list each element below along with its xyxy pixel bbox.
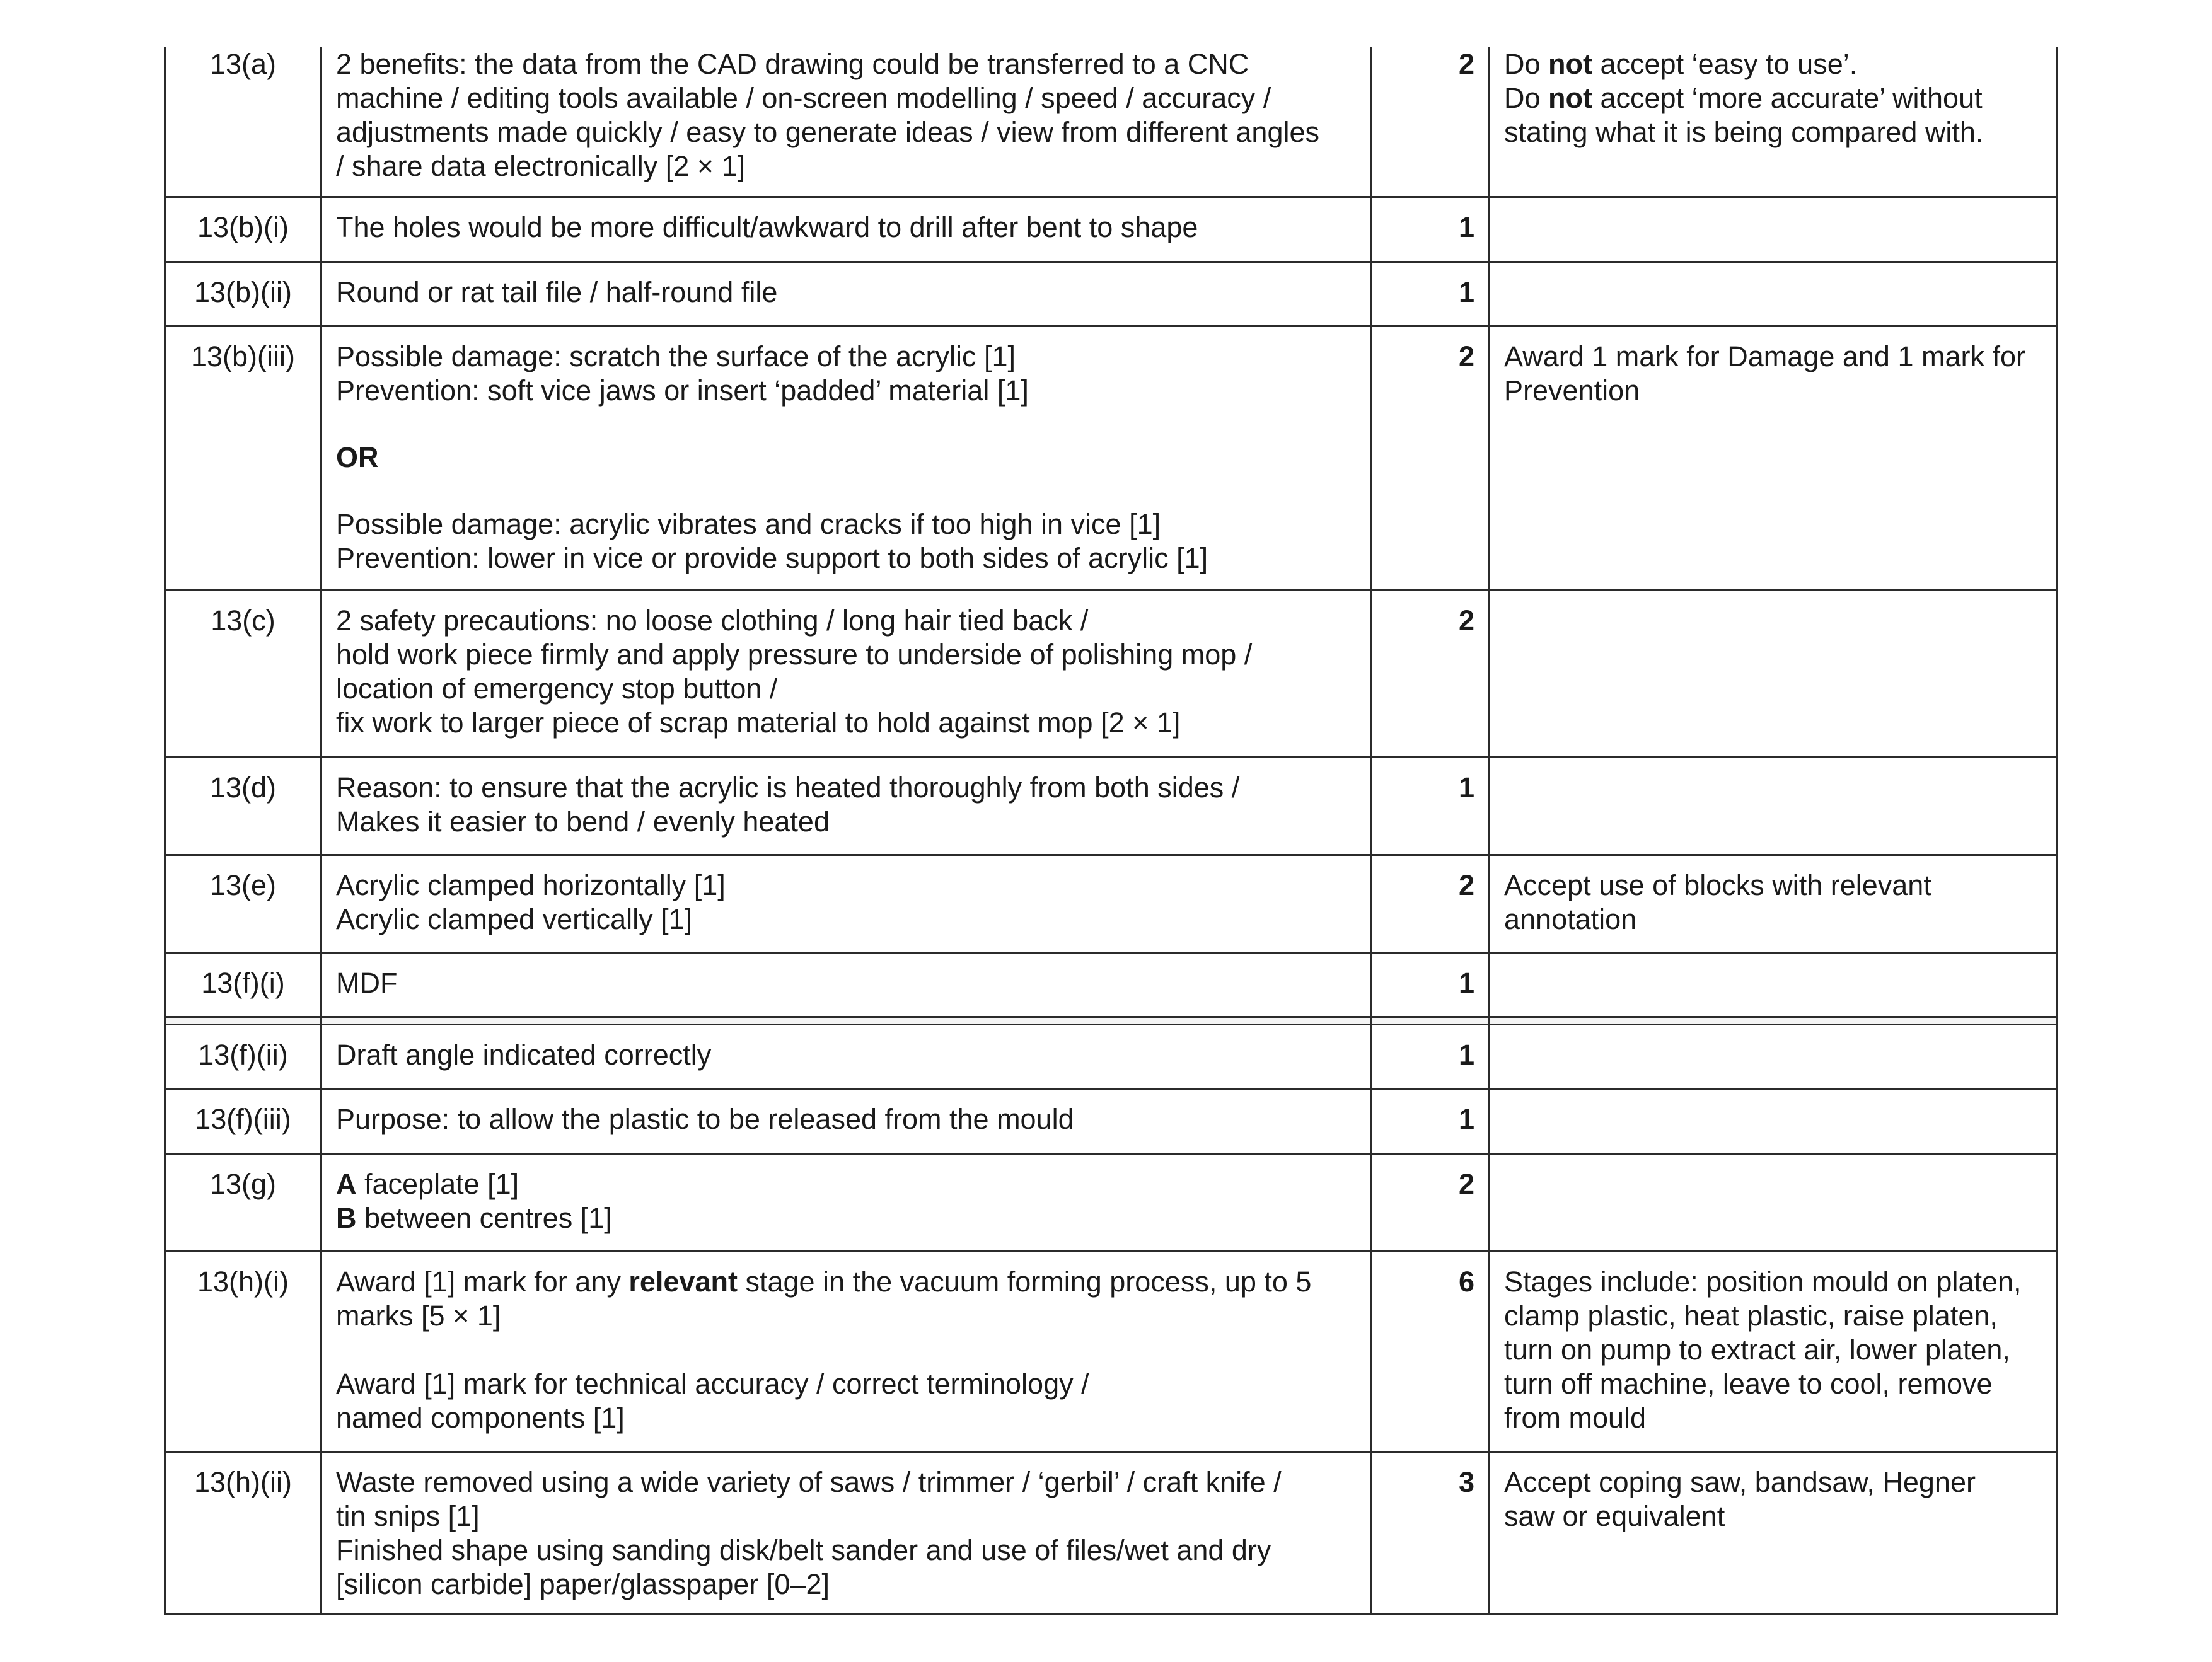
answer-cell — [321, 1153, 1371, 1251]
marks-cell: 2 — [1371, 590, 1490, 757]
guidance-cell — [1490, 952, 2057, 1017]
answer-line: Prevention: lower in vice or provide support to both sides of acrylic [1] — [336, 541, 1208, 574]
or-label: OR — [336, 441, 379, 473]
answer-line: adjustments made quickly / easy to generate ideas / view from different angles — [336, 116, 1319, 148]
answer-line: MDF — [336, 966, 398, 999]
table-row — [165, 757, 2057, 855]
answer-line: fix work to larger piece of scrap material to hold against mop [2 × 1] — [336, 706, 1181, 739]
marks-cell: 2 — [1371, 47, 1490, 197]
table-row — [165, 326, 2057, 590]
answer-line: named components [1] — [336, 1401, 625, 1434]
guidance-cell — [1490, 1024, 2057, 1088]
answer-line: The holes would be more difficult/awkward to drill after bent to shape — [336, 211, 1198, 243]
page-break-divider — [165, 1017, 2057, 1024]
answer-cell — [321, 47, 1371, 197]
answer-line: Prevention: soft vice jaws or insert ‘padded’ material [1] — [336, 374, 1029, 407]
marks-cell: 2 — [1371, 326, 1490, 590]
guidance-cell — [1490, 326, 2057, 590]
guidance-cell — [1490, 1451, 2057, 1614]
question-number: 13(a) — [165, 47, 321, 197]
answer-line: A faceplate [1] — [336, 1167, 519, 1200]
question-number: 13(f)(ii) — [165, 1024, 321, 1088]
question-number: 13(g) — [165, 1153, 321, 1251]
marks-cell: 1 — [1371, 757, 1490, 855]
question-number: 13(b)(ii) — [165, 262, 321, 326]
answer-cell — [321, 855, 1371, 952]
answer-line: Round or rat tail file / half-round file — [336, 275, 778, 308]
table-row — [165, 1451, 2057, 1614]
table-row — [165, 952, 2057, 1017]
guidance-cell — [1490, 1088, 2057, 1153]
question-number: 13(h)(i) — [165, 1251, 321, 1451]
guidance-cell — [1490, 757, 2057, 855]
answer-line: 2 safety precautions: no loose clothing / long hair tied back / — [336, 604, 1089, 637]
mark-scheme-table — [164, 47, 2058, 1615]
marks-cell: 1 — [1371, 197, 1490, 262]
answer-cell — [321, 197, 1371, 262]
answer-line: Draft angle indicated correctly — [336, 1038, 712, 1071]
table-row — [165, 1024, 2057, 1088]
marks-cell: 2 — [1371, 855, 1490, 952]
table-row — [165, 1153, 2057, 1251]
question-number: 13(d) — [165, 757, 321, 855]
marks-cell: 1 — [1371, 1088, 1490, 1153]
table-row — [165, 1251, 2057, 1451]
answer-cell — [321, 262, 1371, 326]
answer-cell — [321, 1451, 1371, 1614]
answer-cell — [321, 1088, 1371, 1153]
answer-line: Possible damage: scratch the surface of the acrylic [1] — [336, 340, 1016, 372]
marks-cell: 6 — [1371, 1251, 1490, 1451]
guidance-line: Accept use of blocks with relevant — [1504, 869, 1931, 901]
marks-cell: 2 — [1371, 1153, 1490, 1251]
marks-cell: 1 — [1371, 262, 1490, 326]
guidance-line: Stages include: position mould on platen, — [1504, 1265, 2022, 1298]
answer-line: Waste removed using a wide variety of saws / trimmer / ‘gerbil’ / craft knife / — [336, 1465, 1282, 1498]
table-row — [165, 1088, 2057, 1153]
answer-line: Reason: to ensure that the acrylic is heated thoroughly from both sides / — [336, 771, 1240, 804]
answer-cell — [321, 757, 1371, 855]
guidance-cell — [1490, 262, 2057, 326]
guidance-line: Prevention — [1504, 374, 1640, 407]
guidance-line: saw or equivalent — [1504, 1499, 1725, 1532]
table-row — [165, 855, 2057, 952]
question-number: 13(c) — [165, 590, 321, 757]
marks-cell: 1 — [1371, 1024, 1490, 1088]
guidance-line: clamp plastic, heat plastic, raise platen, — [1504, 1299, 1998, 1332]
question-number: 13(b)(i) — [165, 197, 321, 262]
table-row — [165, 590, 2057, 757]
guidance-line: Award 1 mark for Damage and 1 mark for — [1504, 340, 2026, 372]
answer-line: tin snips [1] — [336, 1499, 480, 1532]
guidance-cell — [1490, 1153, 2057, 1251]
guidance-line: Accept coping saw, bandsaw, Hegner — [1504, 1465, 1976, 1498]
question-number: 13(f)(i) — [165, 952, 321, 1017]
guidance-line: from mould — [1504, 1401, 1647, 1434]
answer-line: Acrylic clamped horizontally [1] — [336, 869, 726, 901]
answer-cell — [321, 326, 1371, 590]
answer-line: Possible damage: acrylic vibrates and cracks if too high in vice [1] — [336, 507, 1161, 540]
answer-line: hold work piece firmly and apply pressure to underside of polishing mop / — [336, 638, 1253, 671]
answer-line: [silicon carbide] paper/glasspaper [0–2] — [336, 1567, 830, 1600]
marks-cell: 3 — [1371, 1451, 1490, 1614]
answer-line: machine / editing tools available / on-screen modelling / speed / accuracy / — [336, 82, 1271, 114]
guidance-cell — [1490, 855, 2057, 952]
answer-line: Purpose: to allow the plastic to be released from the mould — [336, 1102, 1074, 1135]
guidance-line: Do not accept ‘more accurate’ without — [1504, 82, 1983, 114]
answer-line: Makes it easier to bend / evenly heated — [336, 805, 830, 838]
guidance-cell — [1490, 1251, 2057, 1451]
guidance-line: stating what it is being compared with. — [1504, 116, 1984, 148]
answer-line: 2 benefits: the data from the CAD drawing could be transferred to a CNC — [336, 48, 1249, 80]
answer-line: / share data electronically [2 × 1] — [336, 150, 746, 182]
guidance-cell — [1490, 197, 2057, 262]
answer-line: Finished shape using sanding disk/belt sander and use of files/wet and dry — [336, 1533, 1271, 1566]
guidance-cell — [1490, 47, 2057, 197]
answer-cell — [321, 1024, 1371, 1088]
answer-line: location of emergency stop button / — [336, 672, 778, 705]
question-number: 13(f)(iii) — [165, 1088, 321, 1153]
guidance-line: annotation — [1504, 903, 1637, 935]
guidance-cell — [1490, 590, 2057, 757]
answer-line: Award [1] mark for any relevant stage in the vacuum forming process, up to 5 — [336, 1265, 1312, 1298]
table-row — [165, 262, 2057, 326]
answer-cell — [321, 952, 1371, 1017]
question-number: 13(b)(iii) — [165, 326, 321, 590]
guidance-line: turn on pump to extract air, lower platen, — [1504, 1333, 2010, 1366]
answer-line: B between centres [1] — [336, 1201, 612, 1234]
question-number: 13(e) — [165, 855, 321, 952]
table-row — [165, 197, 2057, 262]
table-row — [165, 47, 2057, 197]
answer-cell — [321, 1251, 1371, 1451]
marks-cell: 1 — [1371, 952, 1490, 1017]
answer-line: Award [1] mark for technical accuracy / correct terminology / — [336, 1367, 1089, 1400]
answer-line: marks [5 × 1] — [336, 1299, 501, 1332]
answer-line: Acrylic clamped vertically [1] — [336, 903, 693, 935]
answer-cell — [321, 590, 1371, 757]
guidance-line: turn off machine, leave to cool, remove — [1504, 1367, 1993, 1400]
guidance-line: Do not accept ‘easy to use’. — [1504, 48, 1858, 80]
question-number: 13(h)(ii) — [165, 1451, 321, 1614]
